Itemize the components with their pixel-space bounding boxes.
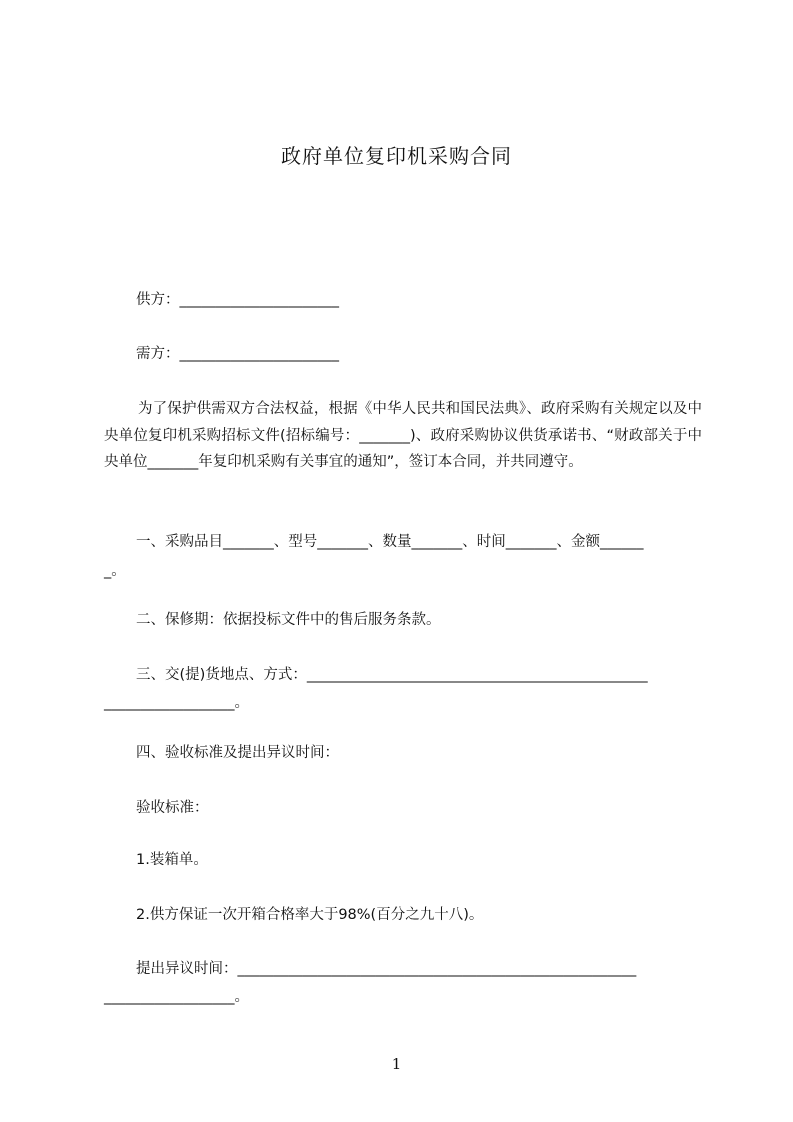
item3-line1: 三、交(提)货地点、方式：_______________________________________________ xyxy=(136,667,648,683)
page-number: 1 xyxy=(391,1055,402,1073)
item2-line: 二、保修期：依据投标文件中的售后服务条款。 xyxy=(136,612,441,628)
item1-line1: 一、采购品目_______、型号_______、数量_______、时间_______、金额______ xyxy=(136,534,644,550)
objection-line1: 提出异议时间：_______________________________________________________ xyxy=(136,961,637,977)
item1-line2: _。 xyxy=(104,563,126,579)
item3-line2: __________________。 xyxy=(104,695,249,711)
supplier-line: 供方：______________________ xyxy=(136,292,339,308)
acceptance-item-2: 2.供方保证一次开箱合格率大于98%(百分之九十八)。 xyxy=(136,907,484,923)
page-title: 政府单位复印机采购合同 xyxy=(281,144,512,168)
acceptance-heading: 验收标准： xyxy=(136,800,209,816)
intro-paragraph: 为了保护供需双方合法权益，根据《中华人民共和国民法典》、政府采购有关规定以及中央单位复印机采购招标文件(招标编号：_______)、政府采购协议供货承诺书、“财政部关于中央单位_______年复印机采购有关事宜的通知”，签订本合同，并共同遵守。 xyxy=(104,401,702,470)
buyer-line: 需方：______________________ xyxy=(136,346,339,362)
objection-line2: __________________。 xyxy=(104,989,249,1005)
acceptance-item-1: 1.装箱单。 xyxy=(136,852,208,868)
item4-line: 四、验收标准及提出异议时间： xyxy=(136,745,339,761)
